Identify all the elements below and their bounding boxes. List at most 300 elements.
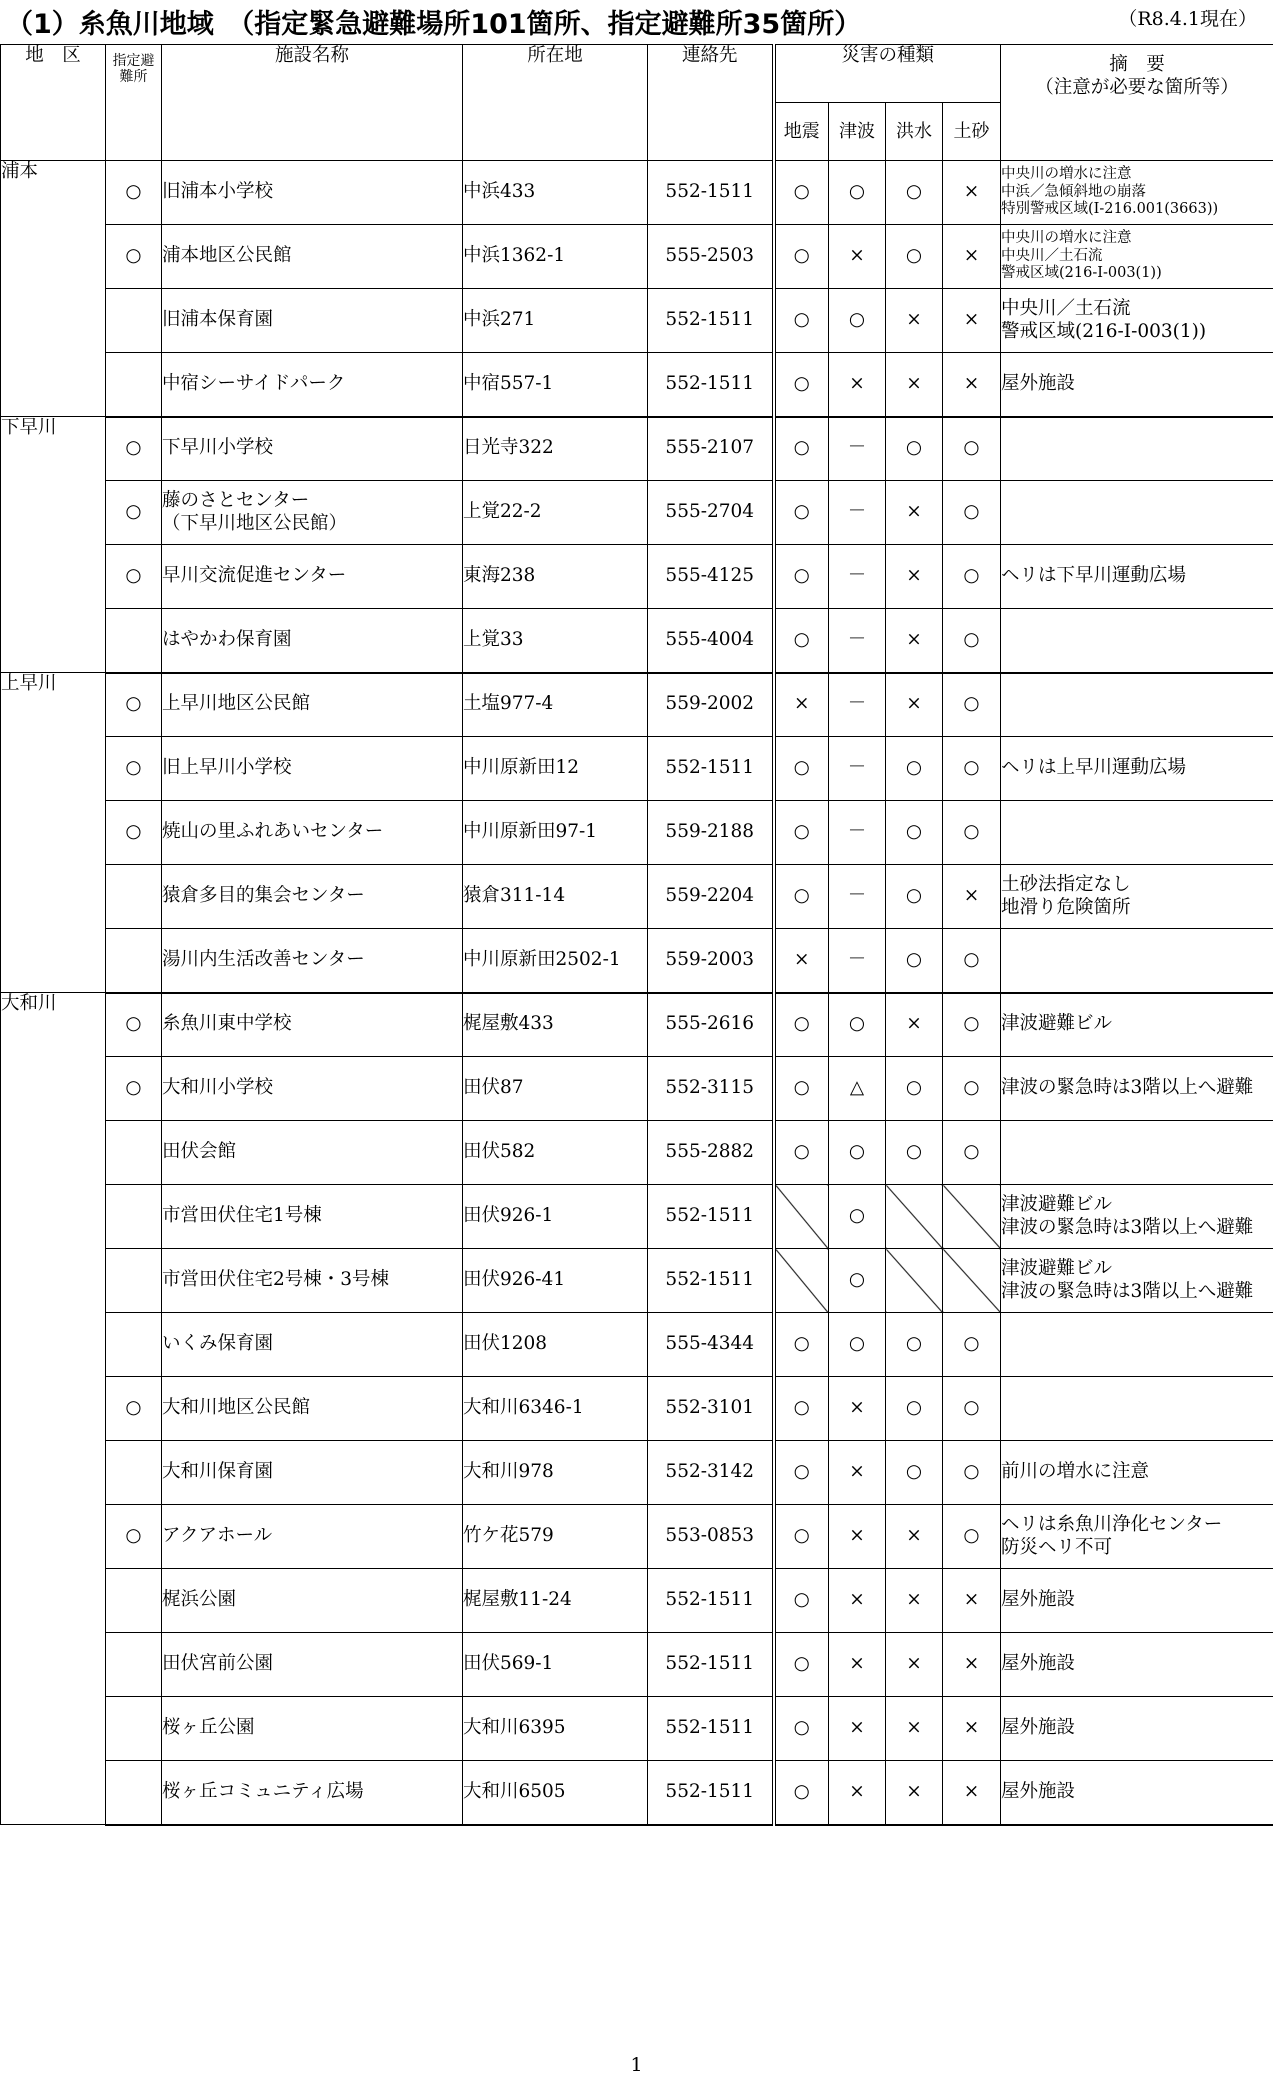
designated-mark: ○ bbox=[106, 1057, 162, 1121]
facility-note bbox=[1001, 993, 1273, 1057]
facility-note bbox=[1001, 673, 1273, 737]
note-line: 中浜／急傾斜地の崩落 bbox=[1001, 183, 1147, 200]
facility-address: 田伏582 bbox=[463, 1121, 648, 1185]
facility-name-line: 中宿シーサイドパーク bbox=[162, 372, 346, 394]
tsunami-mark: × bbox=[829, 1569, 886, 1633]
facility-phone: 555-2616 bbox=[648, 993, 774, 1057]
facility-note bbox=[1001, 609, 1273, 673]
flood-mark: × bbox=[886, 609, 943, 673]
district-name: 浦本 bbox=[1, 161, 106, 417]
tsunami-mark: ○ bbox=[829, 161, 886, 225]
page-number: 1 bbox=[630, 2054, 643, 2076]
flood-mark: ○ bbox=[886, 1121, 943, 1185]
earthquake-mark: ○ bbox=[774, 1569, 829, 1633]
facility-phone: 552-1511 bbox=[648, 1185, 774, 1249]
facility-name bbox=[162, 1761, 463, 1825]
note-line: ヘリは上早川運動広場 bbox=[1001, 757, 1187, 779]
facility-address: 梶屋敷11-24 bbox=[463, 1569, 648, 1633]
landslide-mark: × bbox=[943, 1697, 1001, 1761]
landslide-mark: × bbox=[943, 289, 1001, 353]
designated-mark: ○ bbox=[106, 673, 162, 737]
facility-name-line: 梶浜公園 bbox=[162, 1589, 237, 1611]
table-row bbox=[1, 1185, 1273, 1249]
facility-phone: 553-0853 bbox=[648, 1505, 774, 1569]
note-line: 津波の緊急時は3階以上へ避難 bbox=[1001, 1280, 1254, 1302]
earthquake-mark: ○ bbox=[774, 1697, 829, 1761]
facility-name bbox=[162, 865, 463, 929]
tsunami-mark: × bbox=[829, 1697, 886, 1761]
facility-name bbox=[162, 929, 463, 993]
flood-mark: ○ bbox=[886, 737, 943, 801]
table-row bbox=[1, 289, 1273, 353]
tsunami-mark: － bbox=[829, 417, 886, 481]
tsunami-mark: × bbox=[829, 1761, 886, 1825]
designated-mark bbox=[106, 1249, 162, 1313]
note-line: 土砂法指定なし bbox=[1001, 873, 1131, 895]
facility-address: 大和川6395 bbox=[463, 1697, 648, 1761]
designated-mark: ○ bbox=[106, 801, 162, 865]
facility-phone: 552-1511 bbox=[648, 1633, 774, 1697]
flood-mark: × bbox=[886, 289, 943, 353]
note-line: 地滑り危険箇所 bbox=[1001, 896, 1131, 918]
note-line: ヘリは糸魚川浄化センター bbox=[1001, 1513, 1223, 1535]
facility-name-line: 湯川内生活改善センター bbox=[162, 948, 365, 970]
tsunami-mark: × bbox=[829, 353, 886, 417]
facility-address: 田伏926-1 bbox=[463, 1185, 648, 1249]
flood-mark-not-applicable bbox=[886, 1185, 943, 1249]
facility-name bbox=[162, 993, 463, 1057]
facility-address: 猿倉311-14 bbox=[463, 865, 648, 929]
table-row bbox=[1, 1057, 1273, 1121]
header-tsunami: 津波 bbox=[829, 103, 886, 161]
facility-name-line: 浦本地区公民館 bbox=[162, 245, 292, 267]
flood-mark: ○ bbox=[886, 225, 943, 289]
tsunami-mark: × bbox=[829, 1633, 886, 1697]
designated-mark: ○ bbox=[106, 545, 162, 609]
shelter-table bbox=[0, 44, 1273, 1826]
header-district: 地 区 bbox=[1, 45, 106, 161]
designated-mark: ○ bbox=[106, 481, 162, 545]
table-row bbox=[1, 1633, 1273, 1697]
facility-note bbox=[1001, 353, 1273, 417]
note-line: 中央川の増水に注意 bbox=[1001, 165, 1132, 182]
facility-name bbox=[162, 801, 463, 865]
facility-name-line: アクアホール bbox=[162, 1525, 273, 1547]
facility-name-line: 市営田伏住宅1号棟 bbox=[162, 1205, 322, 1227]
facility-note bbox=[1001, 1313, 1273, 1377]
facility-phone: 552-1511 bbox=[648, 161, 774, 225]
table-row bbox=[1, 1697, 1273, 1761]
facility-name bbox=[162, 673, 463, 737]
header-facility: 施設名称 bbox=[162, 45, 463, 161]
earthquake-mark: ○ bbox=[774, 865, 829, 929]
landslide-mark-not-applicable bbox=[943, 1185, 1001, 1249]
facility-name bbox=[162, 1377, 463, 1441]
tsunami-mark: － bbox=[829, 737, 886, 801]
landslide-mark: ○ bbox=[943, 545, 1001, 609]
note-line: ヘリは下早川運動広場 bbox=[1001, 565, 1187, 587]
facility-phone: 552-1511 bbox=[648, 1697, 774, 1761]
flood-mark: ○ bbox=[886, 801, 943, 865]
facility-name bbox=[162, 417, 463, 481]
header-notes-sub: （注意が必要な箇所等） bbox=[1035, 77, 1239, 99]
facility-name bbox=[162, 1185, 463, 1249]
designated-mark bbox=[106, 865, 162, 929]
note-line: 津波の緊急時は3階以上へ避難 bbox=[1001, 1216, 1254, 1238]
facility-name bbox=[162, 609, 463, 673]
header-flood: 洪水 bbox=[886, 103, 943, 161]
designated-mark bbox=[106, 1441, 162, 1505]
tsunami-mark: － bbox=[829, 801, 886, 865]
designated-mark bbox=[106, 1569, 162, 1633]
note-line: 防災ヘリ不可 bbox=[1001, 1536, 1113, 1558]
flood-mark: ○ bbox=[886, 161, 943, 225]
facility-address: 東海238 bbox=[463, 545, 648, 609]
landslide-mark: ○ bbox=[943, 609, 1001, 673]
facility-note bbox=[1001, 1249, 1273, 1313]
tsunami-mark: △ bbox=[829, 1057, 886, 1121]
designated-mark: ○ bbox=[106, 417, 162, 481]
facility-address: 田伏1208 bbox=[463, 1313, 648, 1377]
facility-name bbox=[162, 1313, 463, 1377]
table-row bbox=[1, 1377, 1273, 1441]
facility-phone: 552-3115 bbox=[648, 1057, 774, 1121]
facility-name-line: 田伏宮前公園 bbox=[162, 1653, 274, 1675]
earthquake-mark: ○ bbox=[774, 545, 829, 609]
table-row bbox=[1, 417, 1273, 481]
facility-name bbox=[162, 353, 463, 417]
table-row bbox=[1, 801, 1273, 865]
table-row bbox=[1, 737, 1273, 801]
tsunami-mark: ○ bbox=[829, 1121, 886, 1185]
facility-name-line: 早川交流促進センター bbox=[162, 565, 347, 587]
facility-phone: 552-1511 bbox=[648, 353, 774, 417]
facility-note bbox=[1001, 1505, 1273, 1569]
table-row bbox=[1, 609, 1273, 673]
facility-phone: 555-2107 bbox=[648, 417, 774, 481]
tsunami-mark: × bbox=[829, 225, 886, 289]
facility-note bbox=[1001, 545, 1273, 609]
earthquake-mark: ○ bbox=[774, 1633, 829, 1697]
flood-mark: ○ bbox=[886, 865, 943, 929]
facility-address: 田伏569-1 bbox=[463, 1633, 648, 1697]
tsunami-mark: ○ bbox=[829, 1313, 886, 1377]
table-row bbox=[1, 353, 1273, 417]
earthquake-mark: ○ bbox=[774, 1505, 829, 1569]
note-line: 警戒区域(216-Ⅰ-003(1)) bbox=[1001, 320, 1207, 342]
facility-phone: 555-2882 bbox=[648, 1121, 774, 1185]
earthquake-mark: ○ bbox=[774, 737, 829, 801]
facility-phone: 552-1511 bbox=[648, 1569, 774, 1633]
landslide-mark: × bbox=[943, 1569, 1001, 1633]
facility-note bbox=[1001, 1697, 1273, 1761]
earthquake-mark: ○ bbox=[774, 161, 829, 225]
facility-name-line: 焼山の里ふれあいセンター bbox=[162, 821, 384, 843]
facility-address: 中川原新田2502-1 bbox=[463, 929, 648, 993]
table-row bbox=[1, 1569, 1273, 1633]
designated-mark: ○ bbox=[106, 737, 162, 801]
landslide-mark: × bbox=[943, 225, 1001, 289]
facility-address: 竹ケ花579 bbox=[463, 1505, 648, 1569]
landslide-mark-not-applicable bbox=[943, 1249, 1001, 1313]
earthquake-mark: ○ bbox=[774, 289, 829, 353]
header-notes-title: 摘 要 bbox=[1109, 54, 1165, 75]
flood-mark: × bbox=[886, 1633, 943, 1697]
table-row bbox=[1, 865, 1273, 929]
facility-name-line: （下早川地区公民館） bbox=[162, 512, 348, 534]
facility-phone: 552-3101 bbox=[648, 1377, 774, 1441]
facility-note bbox=[1001, 289, 1273, 353]
tsunami-mark: － bbox=[829, 865, 886, 929]
facility-name bbox=[162, 1057, 463, 1121]
facility-name-line: 上早川地区公民館 bbox=[162, 693, 311, 715]
facility-address: 中浜1362-1 bbox=[463, 225, 648, 289]
flood-mark: × bbox=[886, 1761, 943, 1825]
facility-address: 中川原新田97-1 bbox=[463, 801, 648, 865]
tsunami-mark: × bbox=[829, 1441, 886, 1505]
facility-phone: 555-4004 bbox=[648, 609, 774, 673]
district-name: 上早川 bbox=[1, 673, 106, 993]
earthquake-mark: ○ bbox=[774, 225, 829, 289]
facility-note bbox=[1001, 1377, 1273, 1441]
header-disaster: 災害の種類 bbox=[774, 45, 1001, 103]
facility-name bbox=[162, 737, 463, 801]
tsunami-mark: － bbox=[829, 929, 886, 993]
flood-mark: × bbox=[886, 353, 943, 417]
earthquake-mark: ○ bbox=[774, 609, 829, 673]
table-row bbox=[1, 545, 1273, 609]
facility-phone: 555-2704 bbox=[648, 481, 774, 545]
facility-name bbox=[162, 1121, 463, 1185]
tsunami-mark: － bbox=[829, 481, 886, 545]
earthquake-mark: ○ bbox=[774, 801, 829, 865]
facility-name bbox=[162, 225, 463, 289]
facility-note bbox=[1001, 929, 1273, 993]
designated-mark bbox=[106, 1313, 162, 1377]
facility-note bbox=[1001, 225, 1273, 289]
facility-name bbox=[162, 481, 463, 545]
flood-mark: ○ bbox=[886, 1057, 943, 1121]
facility-name bbox=[162, 545, 463, 609]
table-row bbox=[1, 1121, 1273, 1185]
note-line: 津波避難ビル bbox=[1001, 1193, 1113, 1215]
facility-name-line: 猿倉多目的集会センター bbox=[162, 885, 365, 907]
designated-mark bbox=[106, 353, 162, 417]
facility-address: 中浜271 bbox=[463, 289, 648, 353]
facility-phone: 559-2204 bbox=[648, 865, 774, 929]
facility-address: 中浜433 bbox=[463, 161, 648, 225]
facility-note bbox=[1001, 1185, 1273, 1249]
header-landslide: 土砂 bbox=[943, 103, 1001, 161]
facility-note bbox=[1001, 1057, 1273, 1121]
note-line: 屋外施設 bbox=[1001, 1589, 1076, 1611]
district-name: 大和川 bbox=[1, 993, 106, 1825]
facility-note bbox=[1001, 481, 1273, 545]
landslide-mark: ○ bbox=[943, 801, 1001, 865]
landslide-mark: ○ bbox=[943, 737, 1001, 801]
facility-phone: 555-4125 bbox=[648, 545, 774, 609]
landslide-mark: ○ bbox=[943, 1121, 1001, 1185]
designated-mark bbox=[106, 289, 162, 353]
facility-phone: 552-1511 bbox=[648, 737, 774, 801]
note-line: 特別警戒区域(Ⅰ-216.001(3663)) bbox=[1001, 201, 1219, 218]
earthquake-mark: × bbox=[774, 929, 829, 993]
facility-name-line: 大和川小学校 bbox=[162, 1077, 274, 1099]
facility-note bbox=[1001, 865, 1273, 929]
landslide-mark: ○ bbox=[943, 993, 1001, 1057]
designated-mark: ○ bbox=[106, 993, 162, 1057]
note-line: 中央川の増水に注意 bbox=[1001, 229, 1132, 246]
landslide-mark: ○ bbox=[943, 417, 1001, 481]
earthquake-mark: ○ bbox=[774, 1441, 829, 1505]
flood-mark: ○ bbox=[886, 1313, 943, 1377]
facility-name-line: いくみ保育園 bbox=[162, 1333, 274, 1355]
facility-name-line: 旧上早川小学校 bbox=[162, 757, 292, 779]
flood-mark: ○ bbox=[886, 929, 943, 993]
landslide-mark: ○ bbox=[943, 1441, 1001, 1505]
table-row bbox=[1, 225, 1273, 289]
note-line: 屋外施設 bbox=[1001, 372, 1076, 394]
earthquake-mark: ○ bbox=[774, 481, 829, 545]
facility-address: 土塩977-4 bbox=[463, 673, 648, 737]
facility-phone: 552-1511 bbox=[648, 1761, 774, 1825]
facility-note bbox=[1001, 1569, 1273, 1633]
facility-phone: 555-2503 bbox=[648, 225, 774, 289]
designated-mark: ○ bbox=[106, 1505, 162, 1569]
flood-mark: × bbox=[886, 1505, 943, 1569]
facility-note bbox=[1001, 417, 1273, 481]
tsunami-mark: ○ bbox=[829, 1249, 886, 1313]
header-address: 所在地 bbox=[463, 45, 648, 161]
facility-name bbox=[162, 1505, 463, 1569]
district-name: 下早川 bbox=[1, 417, 106, 673]
facility-name bbox=[162, 1249, 463, 1313]
facility-note bbox=[1001, 801, 1273, 865]
flood-mark: × bbox=[886, 673, 943, 737]
designated-mark bbox=[106, 1697, 162, 1761]
earthquake-mark: ○ bbox=[774, 417, 829, 481]
facility-note bbox=[1001, 1441, 1273, 1505]
facility-address: 田伏926-41 bbox=[463, 1249, 648, 1313]
note-line: 中央川／土石流 bbox=[1001, 247, 1103, 264]
facility-phone: 559-2002 bbox=[648, 673, 774, 737]
note-line: 前川の増水に注意 bbox=[1001, 1461, 1150, 1483]
designated-mark: ○ bbox=[106, 225, 162, 289]
flood-mark: ○ bbox=[886, 1441, 943, 1505]
designated-mark: ○ bbox=[106, 161, 162, 225]
facility-name-line: 田伏会館 bbox=[162, 1141, 237, 1163]
earthquake-mark-not-applicable bbox=[774, 1249, 829, 1313]
facility-phone: 559-2188 bbox=[648, 801, 774, 865]
landslide-mark: × bbox=[943, 865, 1001, 929]
landslide-mark: ○ bbox=[943, 673, 1001, 737]
landslide-mark: ○ bbox=[943, 1057, 1001, 1121]
facility-note bbox=[1001, 1121, 1273, 1185]
designated-mark bbox=[106, 1185, 162, 1249]
flood-mark: × bbox=[886, 1569, 943, 1633]
facility-name bbox=[162, 289, 463, 353]
facility-phone: 552-3142 bbox=[648, 1441, 774, 1505]
tsunami-mark: － bbox=[829, 609, 886, 673]
tsunami-mark: － bbox=[829, 545, 886, 609]
flood-mark: × bbox=[886, 481, 943, 545]
earthquake-mark: ○ bbox=[774, 353, 829, 417]
tsunami-mark: ○ bbox=[829, 289, 886, 353]
landslide-mark: × bbox=[943, 1761, 1001, 1825]
flood-mark: × bbox=[886, 1697, 943, 1761]
earthquake-mark: ○ bbox=[774, 1377, 829, 1441]
note-line: 屋外施設 bbox=[1001, 1653, 1076, 1675]
facility-note bbox=[1001, 737, 1273, 801]
note-line: 津波避難ビル bbox=[1001, 1257, 1113, 1279]
page-title: （1）糸魚川地域 （指定緊急避難場所101箇所、指定避難所35箇所） bbox=[6, 9, 862, 40]
designated-mark bbox=[106, 1633, 162, 1697]
facility-name-line: 藤のさとセンター bbox=[162, 489, 310, 511]
facility-name-line: 桜ヶ丘コミュニティ広場 bbox=[162, 1780, 364, 1802]
earthquake-mark: ○ bbox=[774, 1313, 829, 1377]
facility-name-line: 旧浦本小学校 bbox=[162, 181, 274, 203]
facility-address: 中川原新田12 bbox=[463, 737, 648, 801]
facility-address: 上覚33 bbox=[463, 609, 648, 673]
note-line: 中央川／土石流 bbox=[1001, 297, 1131, 319]
designated-mark bbox=[106, 609, 162, 673]
landslide-mark: × bbox=[943, 161, 1001, 225]
facility-name-line: はやかわ保育園 bbox=[162, 628, 292, 650]
facility-name bbox=[162, 1441, 463, 1505]
facility-note bbox=[1001, 1633, 1273, 1697]
tsunami-mark: － bbox=[829, 673, 886, 737]
note-line: 警戒区域(216-Ⅰ-003(1)) bbox=[1001, 265, 1162, 282]
flood-mark: ○ bbox=[886, 1377, 943, 1441]
tsunami-mark: × bbox=[829, 1505, 886, 1569]
earthquake-mark-not-applicable bbox=[774, 1185, 829, 1249]
earthquake-mark: ○ bbox=[774, 993, 829, 1057]
flood-mark: × bbox=[886, 993, 943, 1057]
tsunami-mark: ○ bbox=[829, 1185, 886, 1249]
landslide-mark: ○ bbox=[943, 1505, 1001, 1569]
table-row bbox=[1, 1505, 1273, 1569]
facility-address: 田伏87 bbox=[463, 1057, 648, 1121]
earthquake-mark: ○ bbox=[774, 1121, 829, 1185]
facility-name-line: 旧浦本保育園 bbox=[162, 309, 274, 331]
facility-address: 大和川6346-1 bbox=[463, 1377, 648, 1441]
earthquake-mark: ○ bbox=[774, 1057, 829, 1121]
facility-note bbox=[1001, 1761, 1273, 1825]
note-line: 津波避難ビル bbox=[1001, 1013, 1113, 1035]
table-row bbox=[1, 993, 1273, 1057]
facility-phone: 552-1511 bbox=[648, 1249, 774, 1313]
facility-note bbox=[1001, 161, 1273, 225]
designated-mark bbox=[106, 929, 162, 993]
facility-name-line: 市営田伏住宅2号棟・3号棟 bbox=[162, 1269, 390, 1291]
facility-phone: 552-1511 bbox=[648, 289, 774, 353]
facility-address: 上覚22-2 bbox=[463, 481, 648, 545]
table-row bbox=[1, 1313, 1273, 1377]
facility-name-line: 下早川小学校 bbox=[162, 437, 274, 459]
landslide-mark: × bbox=[943, 1633, 1001, 1697]
table-row bbox=[1, 481, 1273, 545]
table-row bbox=[1, 1249, 1273, 1313]
flood-mark-not-applicable bbox=[886, 1249, 943, 1313]
table-row bbox=[1, 1761, 1273, 1825]
landslide-mark: ○ bbox=[943, 481, 1001, 545]
flood-mark: ○ bbox=[886, 417, 943, 481]
facility-name bbox=[162, 1569, 463, 1633]
landslide-mark: ○ bbox=[943, 929, 1001, 993]
designated-mark: ○ bbox=[106, 1377, 162, 1441]
facility-phone: 559-2003 bbox=[648, 929, 774, 993]
facility-address: 中宿557-1 bbox=[463, 353, 648, 417]
